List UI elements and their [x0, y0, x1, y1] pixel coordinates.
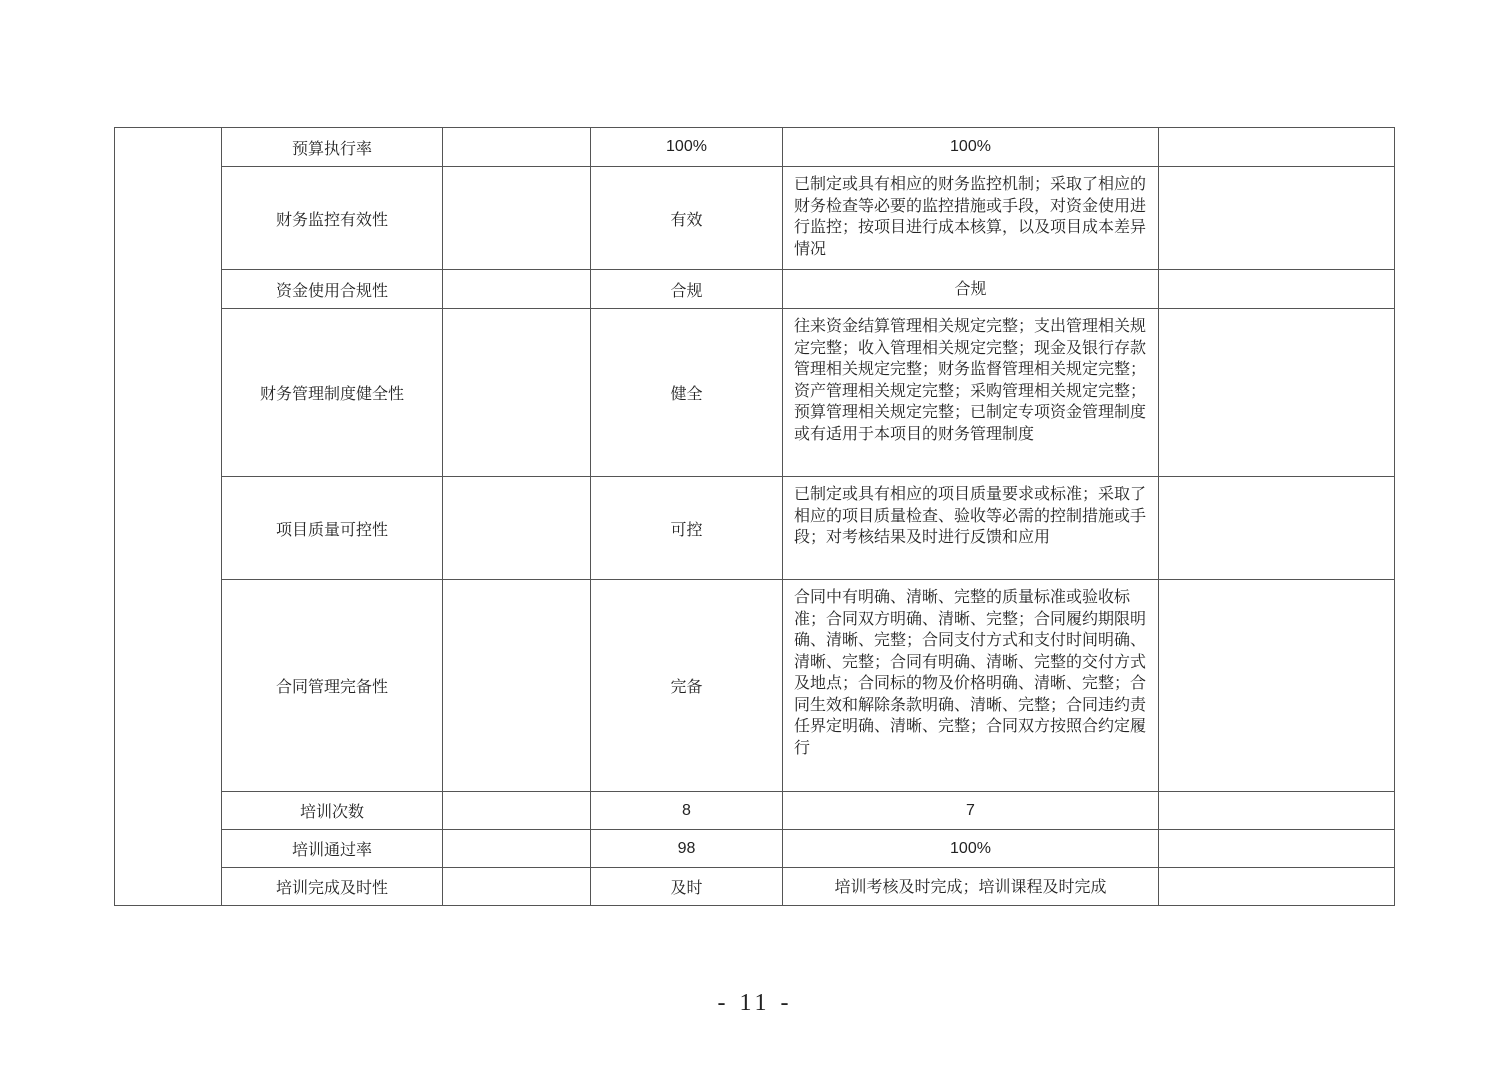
remark-cell — [1159, 792, 1395, 830]
indicator-content-cell — [443, 477, 591, 580]
target-value: 98 — [591, 830, 783, 868]
indicator-content-cell — [443, 792, 591, 830]
indicator-name: 培训次数 — [222, 792, 443, 830]
indicator-content-cell — [443, 580, 591, 792]
table-row — [115, 128, 1395, 167]
remark-cell — [1159, 868, 1395, 906]
table-row — [115, 309, 1395, 477]
remark-cell — [1159, 477, 1395, 580]
table-row — [115, 792, 1395, 830]
indicator-table — [114, 127, 1395, 906]
indicator-content-cell — [443, 309, 591, 477]
actual-value: 100% — [783, 830, 1159, 868]
page-number: - 11 - — [717, 990, 793, 1016]
table-row — [115, 167, 1395, 270]
remark-cell — [1159, 128, 1395, 167]
indicator-content-cell — [443, 830, 591, 868]
target-value: 100% — [591, 128, 783, 167]
indicator-name: 预算执行率 — [222, 128, 443, 167]
table-row — [115, 830, 1395, 868]
indicator-name: 培训通过率 — [222, 830, 443, 868]
category-cell — [115, 128, 222, 906]
actual-value: 合规 — [783, 270, 1159, 309]
target-value: 完备 — [591, 580, 783, 792]
target-value: 可控 — [591, 477, 783, 580]
indicator-name: 项目质量可控性 — [222, 477, 443, 580]
indicator-name: 财务监控有效性 — [222, 167, 443, 270]
table-row — [115, 477, 1395, 580]
indicator-content-cell — [443, 270, 591, 309]
target-value: 健全 — [591, 309, 783, 477]
remark-cell — [1159, 167, 1395, 270]
target-value: 8 — [591, 792, 783, 830]
table-row — [115, 868, 1395, 906]
remark-cell — [1159, 270, 1395, 309]
target-value: 合规 — [591, 270, 783, 309]
target-value: 及时 — [591, 868, 783, 906]
table-row — [115, 270, 1395, 309]
indicator-name: 财务管理制度健全性 — [222, 309, 443, 477]
actual-value: 7 — [783, 792, 1159, 830]
remark-cell — [1159, 580, 1395, 792]
actual-value: 已制定或具有相应的财务监控机制；采取了相应的财务检查等必要的监控措施或手段，对资金使用进行监控；按项目进行成本核算，以及项目成本差异情况 — [783, 167, 1159, 270]
indicator-content-cell — [443, 167, 591, 270]
remark-cell — [1159, 830, 1395, 868]
actual-value: 100% — [783, 128, 1159, 167]
indicator-name: 培训完成及时性 — [222, 868, 443, 906]
indicator-name: 资金使用合规性 — [222, 270, 443, 309]
indicator-content-cell — [443, 128, 591, 167]
actual-value: 往来资金结算管理相关规定完整；支出管理相关规定完整；收入管理相关规定完整；现金及银行存款管理相关规定完整；财务监督管理相关规定完整；资产管理相关规定完整；采购管理相关规定完整；预算管理相关规定完整；已制定专项资金管理制度或有适用于本项目的财务管理制度 — [783, 309, 1159, 477]
actual-value: 已制定或具有相应的项目质量要求或标准；采取了相应的项目质量检查、验收等必需的控制措施或手段；对考核结果及时进行反馈和应用 — [783, 477, 1159, 580]
table-row — [115, 580, 1395, 792]
actual-value: 培训考核及时完成；培训课程及时完成 — [783, 868, 1159, 906]
indicator-name: 合同管理完备性 — [222, 580, 443, 792]
target-value: 有效 — [591, 167, 783, 270]
actual-value: 合同中有明确、清晰、完整的质量标准或验收标准；合同双方明确、清晰、完整；合同履约期限明确、清晰、完整；合同支付方式和支付时间明确、清晰、完整；合同有明确、清晰、完整的交付方式及地点；合同标的物及价格明确、清晰、完整；合同生效和解除条款明确、清晰、完整；合同违约责任界定明确、清晰、完整；合同双方按照合约定履行 — [783, 580, 1159, 792]
remark-cell — [1159, 309, 1395, 477]
indicator-content-cell — [443, 868, 591, 906]
